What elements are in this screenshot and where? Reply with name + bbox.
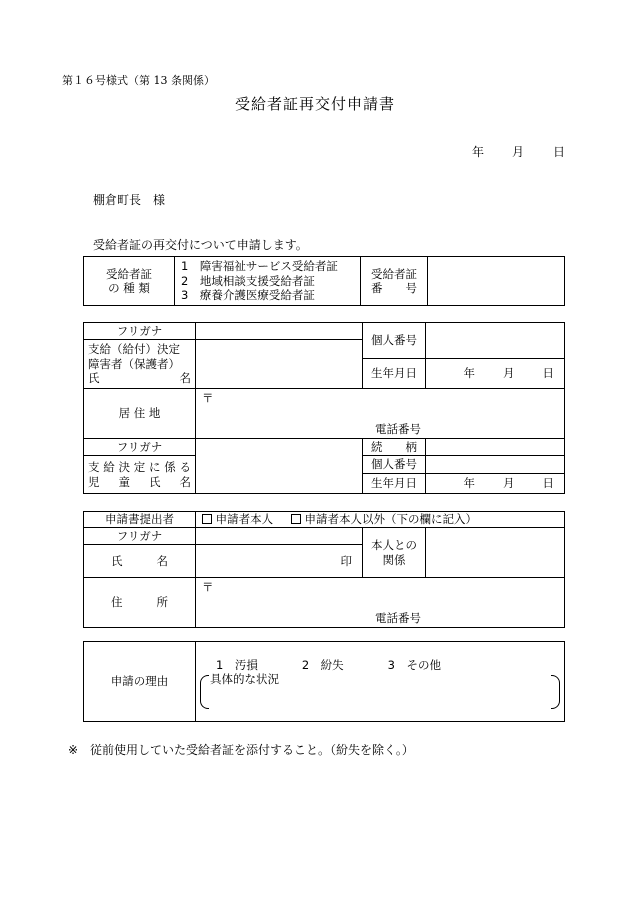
applicant-name-label: 氏 名	[84, 545, 196, 578]
applicant-address-field[interactable]	[196, 578, 565, 628]
child-birth-date-field[interactable]: 年 月 日	[426, 474, 565, 494]
certificate-table	[83, 256, 565, 306]
recipient-name-field[interactable]	[196, 340, 363, 389]
residence-field[interactable]	[196, 389, 565, 439]
page-title: 受給者証再交付申請書	[234, 95, 395, 113]
certificate-option-3: 3 療養介護医療受給者証	[181, 288, 315, 303]
reason-options	[196, 642, 564, 672]
applicant-name-field[interactable]	[196, 545, 363, 578]
details-label: 具体的な状況	[210, 672, 279, 687]
recipient-furigana-label: フリガナ	[84, 323, 196, 340]
applicant-postal-mark: 〒	[202, 580, 214, 594]
recipient-name-label: 支給（給付）決定 障害者（保護者） 氏 名	[84, 340, 196, 389]
applicant-furigana-field[interactable]	[196, 528, 363, 545]
reason-label: 申請の理由	[84, 642, 196, 722]
recipient-table	[83, 322, 565, 494]
option-other-label: 申請者本人以外（下の欄に記入）	[304, 512, 477, 527]
reason-option-2[interactable]: 2 紛失	[301, 658, 344, 672]
child-personal-number-label: 個人番号	[363, 456, 426, 474]
applicant-furigana-label: フリガナ	[84, 528, 196, 545]
recipient-birth-date-field[interactable]: 年 月 日	[426, 359, 565, 389]
option-self-checkbox[interactable]	[202, 514, 212, 524]
postal-mark: 〒	[202, 391, 214, 405]
certificate-type-label: 受給者証 の 種 類	[84, 257, 175, 306]
reason-table	[83, 641, 565, 722]
recipient-furigana-field[interactable]	[196, 323, 363, 340]
reason-option-1[interactable]: 1 汚損	[216, 658, 258, 672]
date-day-label: 日	[553, 145, 566, 159]
date-month-label: 月	[512, 145, 525, 159]
reason-details-area[interactable]	[196, 672, 564, 712]
recipient-personal-number-field[interactable]	[426, 323, 565, 359]
bracket-left	[200, 675, 209, 709]
reason-option-3[interactable]: 3 その他	[387, 658, 441, 672]
applicant-address-label: 住 所	[84, 578, 196, 628]
certificate-option-1: 1 障害福祉サービス受給者証	[181, 259, 338, 274]
child-name-field[interactable]	[196, 439, 363, 494]
addressee: 棚倉町長 様	[93, 193, 166, 207]
form-number: 第１６号様式（第 13 条関係）	[62, 74, 215, 87]
submitter-label: 申請書提出者	[84, 512, 196, 528]
seal-mark: 印	[340, 553, 352, 568]
certificate-number-label: 受給者証 番 号	[361, 257, 428, 306]
bracket-right	[551, 675, 560, 709]
relationship-field[interactable]	[426, 439, 565, 456]
residence-label: 居 住 地	[84, 389, 196, 439]
relation-field[interactable]	[426, 528, 565, 578]
child-furigana-label: フリガナ	[84, 439, 196, 456]
relationship-label: 続 柄	[363, 439, 426, 456]
option-self-label: 申請者本人	[215, 512, 274, 527]
residence-phone-label: 電話番号	[375, 421, 421, 436]
recipient-birth-date-label: 生年月日	[363, 359, 426, 389]
option-other-checkbox[interactable]	[291, 514, 301, 524]
applicant-table	[83, 511, 565, 628]
certificate-number-field[interactable]	[428, 257, 565, 306]
relation-label: 本人との 関係	[363, 528, 426, 578]
date-year-label: 年	[472, 145, 485, 159]
child-birth-date-label: 生年月日	[363, 474, 426, 494]
recipient-personal-number-label: 個人番号	[363, 323, 426, 359]
child-personal-number-field[interactable]	[426, 456, 565, 474]
certificate-type-options	[175, 257, 361, 306]
submitter-options	[196, 512, 565, 528]
intro-text: 受給者証の再交付について申請します。	[93, 238, 308, 252]
reason-field	[196, 642, 565, 722]
certificate-option-2: 2 地域相談支援受給者証	[181, 273, 315, 288]
footnote: ※ 従前使用していた受給者証を添付すること。（紛失を除く。）	[68, 743, 414, 757]
child-name-label: 支給決定に係る 児 童 氏 名	[84, 456, 196, 494]
applicant-phone-label: 電話番号	[375, 610, 421, 625]
